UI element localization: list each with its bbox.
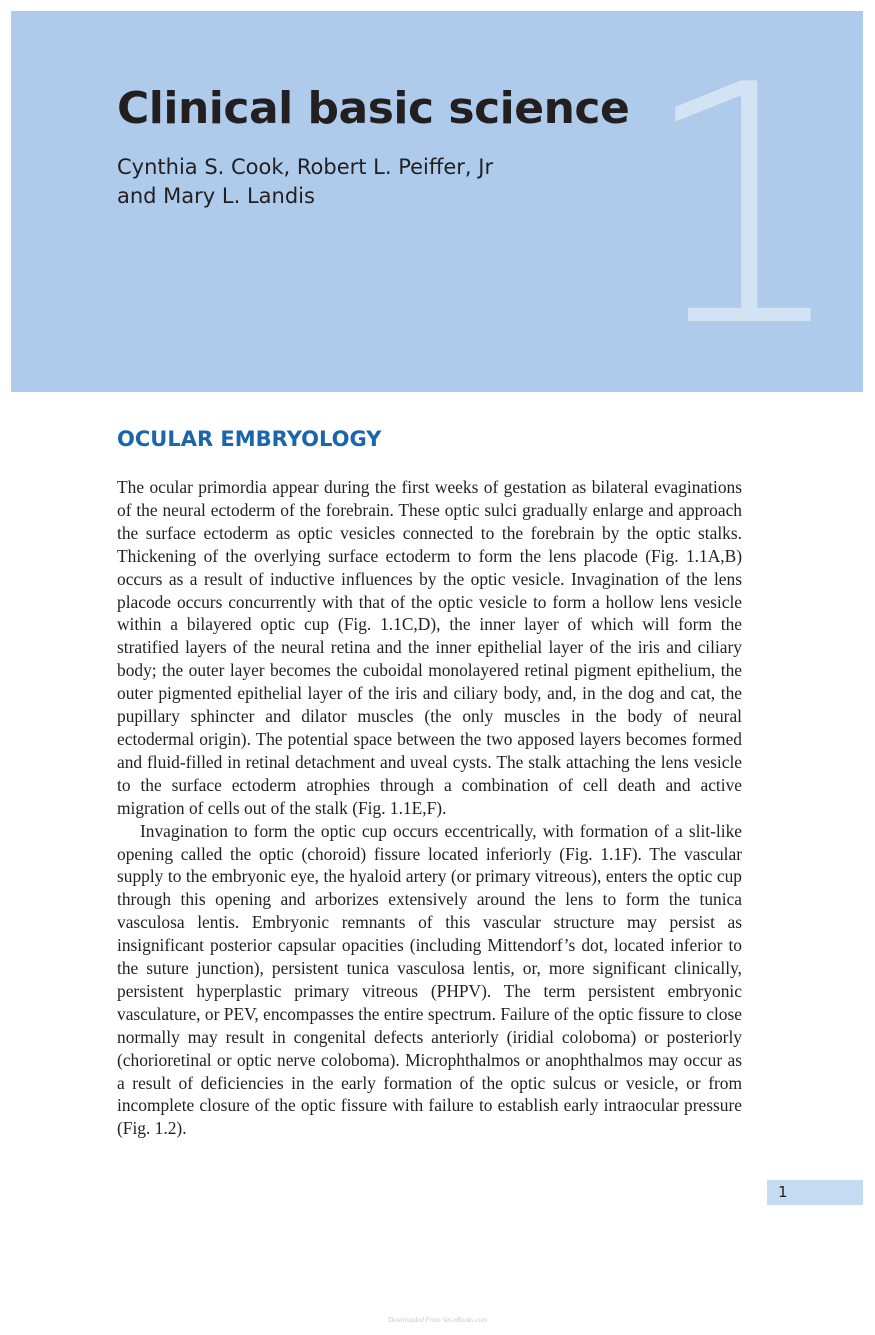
paragraph-2: Invagination to form the optic cup occurs eccentrically, with formation of a slit-like opening called the optic (choroid) fissure located inferiorly (Fig. 1.1F). The vascular supply to the embryonic eye, the hyaloid artery (or primary vitreous), enters the optic cup through this opening and arborizes extensively around the lens to form the tunica vasculosa lentis. Embryonic remnants of this vascular structure may persist as insignificant posterior capsular opacities (including Mittendorf’s dot, located inferior to the suture junction), persistent tunica vasculosa lentis, or, more significant clinically, persistent hyperplastic primary vitreous (PHPV). The term persistent embryonic vasculature, or PEV, encompasses the entire spectrum. Failure of the optic fissure to close normally may result in congenital defects anteriorly (iridial coloboma) or posteriorly (chorioretinal or optic nerve coloboma). Microphthalmos or anophthalmos may occur as a result of deficiencies in the early formation of the optic sulcus or vesicle, or from incomplete closure of the optic fissure with failure to establish early intraocular pressure (Fig. 1.2). (117, 820, 742, 1139)
chapter-number: 1 (639, 15, 849, 392)
authors-line-1: Cynthia S. Cook, Robert L. Peiffer, Jr (117, 155, 494, 179)
chapter-header-band (11, 11, 863, 392)
page-number: 1 (778, 1183, 788, 1201)
chapter-authors (117, 153, 493, 211)
body-text (117, 476, 742, 1140)
footer-watermark: Downloaded From Vet-eBooks.com (387, 1316, 488, 1324)
authors-line-2: and Mary L. Landis (117, 184, 315, 208)
chapter-title: Clinical basic science (117, 83, 630, 134)
paragraph-1: The ocular primordia appear during the first weeks of gestation as bilateral evaginations of the neural ectoderm of the forebrain. These optic sulci gradually enlarge and approach the surface ectoderm as optic vesicles connected to the forebrain by the optic stalks. Thickening of the overlying surface ectoderm to form the lens placode (Fig. 1.1A,B) occurs as a result of inductive influences by the optic vesicle. Invagination of the lens placode occurs concurrently with that of the optic vesicle to form a hollow lens vesicle within a bilayered optic cup (Fig. 1.1C,D), the inner layer of which will form the stratified layers of the neural retina and the inner epithelial layer of the iris and ciliary body; the outer layer becomes the cuboidal monolayered retinal pigment epithelium, the outer pigmented epithelial layer of the iris and ciliary body, and, in the dog and cat, the pupillary sphincter and dilator muscles (the only muscles in the body of neural ectodermal origin). The potential space between the two apposed layers becomes formed and fluid-filled in retinal detachment and uveal cysts. The stalk attaching the lens vesicle to the surface ectoderm atrophies through a combination of cell death and active migration of cells out of the stalk (Fig. 1.1E,F). (117, 477, 742, 818)
page-number-tab (767, 1180, 863, 1205)
section-heading: OCULAR EMBRYOLOGY (117, 427, 382, 451)
